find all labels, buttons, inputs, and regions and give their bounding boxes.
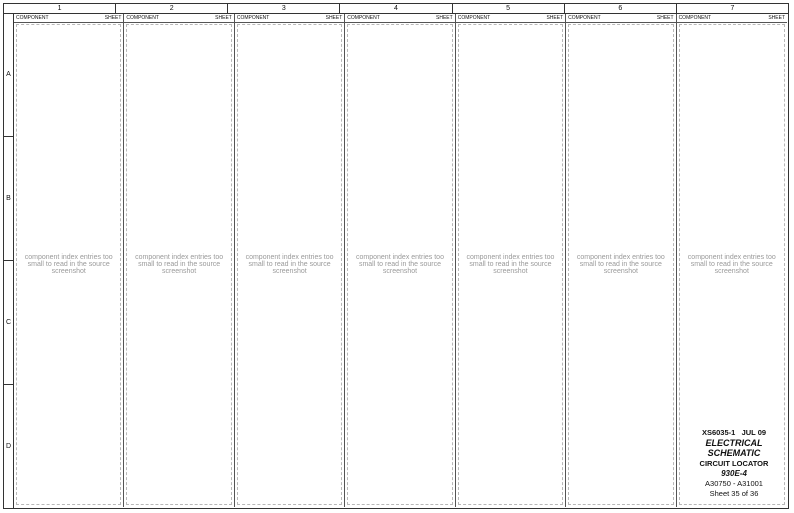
zone-label: 1 — [4, 4, 116, 13]
placeholder-note: component index entries too small to read in the source screenshot — [245, 254, 334, 275]
serial-range: A30750 - A31001 — [705, 479, 763, 488]
column-header — [456, 14, 565, 23]
component-header: COMPONENT — [457, 15, 491, 21]
column-header — [345, 14, 454, 23]
sheet-header: SHEET — [104, 15, 122, 21]
placeholder-note: component index entries too small to read in the source screenshot — [466, 254, 555, 275]
index-placeholder — [568, 24, 673, 505]
zone-ruler-side — [4, 13, 14, 508]
index-placeholder — [126, 24, 231, 505]
component-header: COMPONENT — [16, 15, 49, 21]
zone-label: A — [4, 13, 13, 137]
zone-label: B — [4, 137, 13, 261]
placeholder-note: component index entries too small to read in the source screenshot — [356, 254, 444, 275]
index-column — [14, 14, 124, 507]
index-column — [566, 14, 676, 507]
sheet-header: SHEET — [436, 15, 453, 21]
zone-label: 7 — [730, 5, 735, 12]
placeholder-note: component index entries too small to read in the source screenshot — [576, 254, 665, 275]
component-header: COMPONENT — [126, 15, 159, 21]
doc-title: ELECTRICAL SCHEMATIC — [705, 438, 763, 458]
zone-label: D — [5, 443, 12, 450]
index-column — [345, 14, 455, 507]
component-index-grid — [14, 14, 787, 507]
zone-label: 6 — [565, 4, 677, 13]
title-block — [684, 426, 784, 500]
column-header — [677, 14, 787, 23]
doc-id-line — [684, 428, 784, 437]
doc-date: JUL 09 — [741, 428, 767, 437]
zone-ruler-top — [4, 4, 788, 14]
column-header — [124, 14, 233, 23]
component-header: COMPONENT — [568, 15, 601, 21]
doc-number: XS6035-1 — [701, 428, 736, 437]
index-placeholder — [347, 24, 452, 505]
placeholder-note: component index entries too small to read in the source screenshot — [687, 254, 776, 275]
index-placeholder — [458, 24, 563, 505]
index-column — [456, 14, 566, 507]
zone-label: 2 — [116, 4, 228, 13]
column-header — [235, 14, 344, 23]
zone-label: 4 — [340, 4, 452, 13]
sheet-header: SHEET — [325, 15, 343, 21]
sheet-header: SHEET — [656, 15, 674, 21]
placeholder-note: component index entries too small to read in the source screenshot — [24, 254, 113, 275]
placeholder-note: component index entries too small to read in the source screenshot — [135, 254, 224, 275]
index-placeholder — [16, 24, 121, 505]
column-header — [14, 14, 123, 23]
column-header — [566, 14, 675, 23]
sheet-indicator: Sheet 35 of 36 — [709, 489, 759, 498]
component-header: COMPONENT — [678, 15, 712, 21]
model-number: 930E-4 — [721, 469, 747, 478]
doc-subtitle: CIRCUIT LOCATOR — [699, 459, 769, 468]
drawing-sheet — [3, 3, 789, 509]
zone-label: 5 — [453, 4, 565, 13]
index-column — [124, 14, 234, 507]
component-header: COMPONENT — [347, 15, 380, 21]
index-column — [235, 14, 345, 507]
sheet-header: SHEET — [546, 15, 564, 21]
index-placeholder — [237, 24, 342, 505]
sheet-header: SHEET — [768, 15, 785, 21]
zone-label: C — [4, 261, 13, 385]
component-header: COMPONENT — [236, 15, 270, 21]
sheet-header: SHEET — [215, 15, 232, 21]
zone-label: 3 — [228, 4, 340, 13]
